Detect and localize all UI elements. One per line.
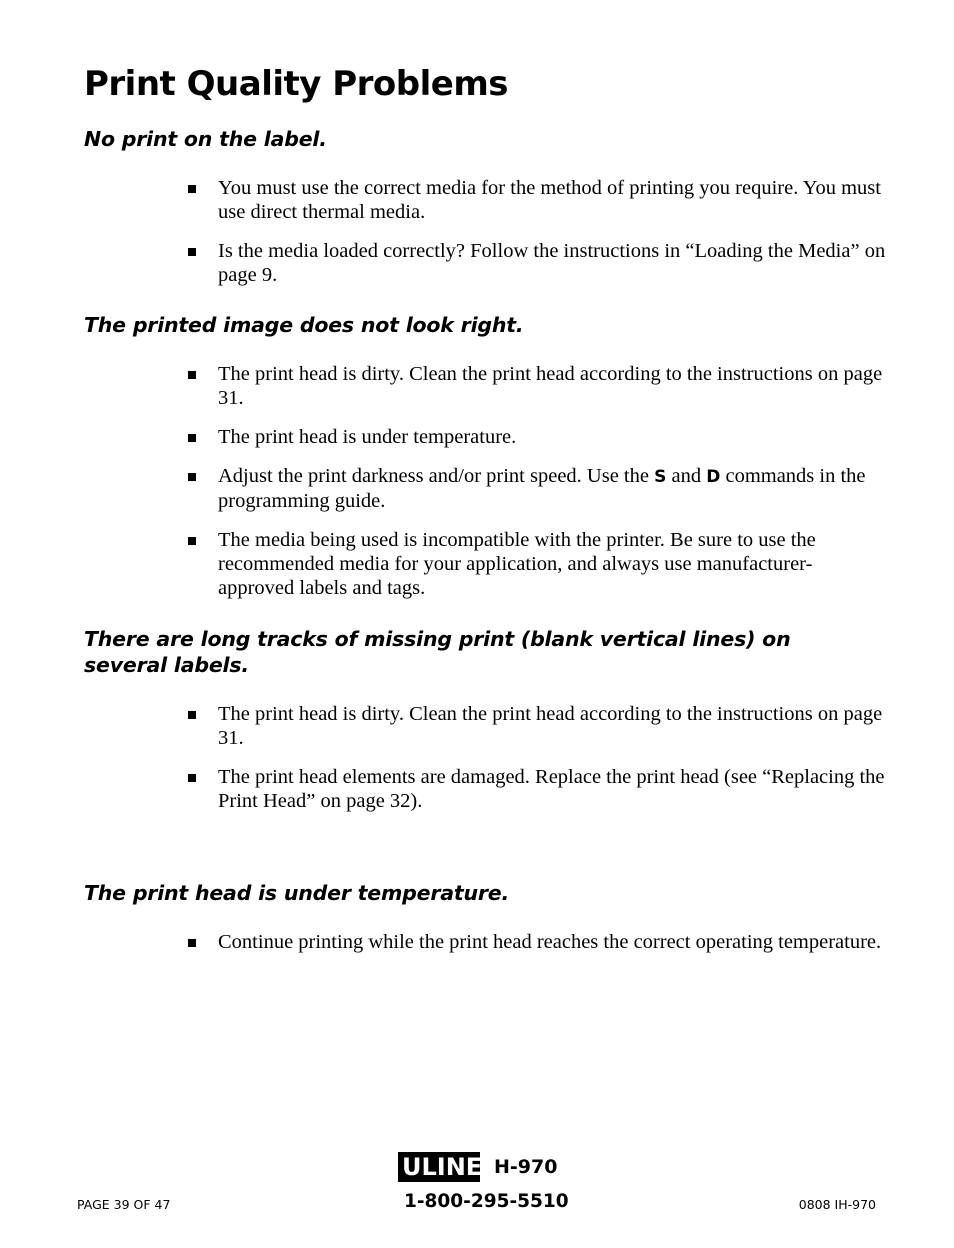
- footer-model-number: H-970: [494, 1156, 558, 1178]
- list-item-text: The print head elements are damaged. Replace the print head (see “Replacing the Print Head” on page 32).: [218, 766, 885, 812]
- list-item-text-middle: and: [666, 465, 707, 487]
- list-item: [186, 239, 886, 287]
- bullet-list-image-not-right: [186, 362, 886, 615]
- section-heading-no-print: No print on the label.: [84, 127, 327, 151]
- footer-document-code: 0808 IH-970: [798, 1197, 876, 1212]
- list-item: [186, 702, 886, 750]
- bullet-square-icon: [188, 537, 196, 545]
- list-item: [186, 765, 886, 813]
- list-item: [186, 464, 886, 513]
- list-item: [186, 176, 886, 224]
- list-item-text: Is the media loaded correctly? Follow the instructions in “Loading the Media” on page 9.: [218, 240, 886, 286]
- bullet-square-icon: [188, 248, 196, 256]
- bullet-list-missing-print: [186, 702, 886, 828]
- list-item-text: The print head is under temperature.: [218, 426, 517, 448]
- section-heading-under-temperature: The print head is under temperature.: [84, 881, 510, 905]
- bullet-square-icon: [188, 185, 196, 193]
- list-item: [186, 362, 886, 410]
- list-item: [186, 930, 886, 954]
- bullet-list-under-temperature: [186, 930, 886, 969]
- bullet-square-icon: [188, 711, 196, 719]
- command-s: S: [654, 467, 667, 487]
- bullet-square-icon: [188, 434, 196, 442]
- bullet-list-no-print: [186, 176, 886, 302]
- section-heading-missing-print: There are long tracks of missing print (blank vertical lines) on several labels.: [84, 627, 791, 677]
- list-item-text-after: commands in the programming guide.: [218, 465, 866, 512]
- list-item-text: The print head is dirty. Clean the print head according to the instructions on page 31.: [218, 703, 883, 749]
- list-item-text: The media being used is incompatible with the printer. Be sure to use the recommended media for your application, and always use manufacturer-approved labels and tags.: [218, 529, 816, 599]
- uline-logo: ULINE: [398, 1152, 480, 1182]
- list-item: [186, 425, 886, 449]
- bullet-square-icon: [188, 774, 196, 782]
- page-title: Print Quality Problems: [84, 64, 509, 104]
- bullet-square-icon: [188, 939, 196, 947]
- footer-page-number: PAGE 39 OF 47: [77, 1197, 171, 1212]
- list-item-text-before: Adjust the print darkness and/or print speed. Use the: [218, 465, 655, 487]
- footer-phone-number: 1-800-295-5510: [404, 1191, 569, 1212]
- section-heading-image-not-right: The printed image does not look right.: [84, 313, 524, 337]
- bullet-square-icon: [188, 473, 196, 481]
- list-item-text: You must use the correct media for the method of printing you require. You must use direct thermal media.: [218, 177, 881, 223]
- bullet-square-icon: [188, 371, 196, 379]
- list-item-text: Continue printing while the print head reaches the correct operating temperature.: [218, 931, 882, 953]
- command-d: D: [706, 467, 721, 487]
- list-item: [186, 528, 886, 600]
- list-item-text: The print head is dirty. Clean the print head according to the instructions on page 31.: [218, 363, 883, 409]
